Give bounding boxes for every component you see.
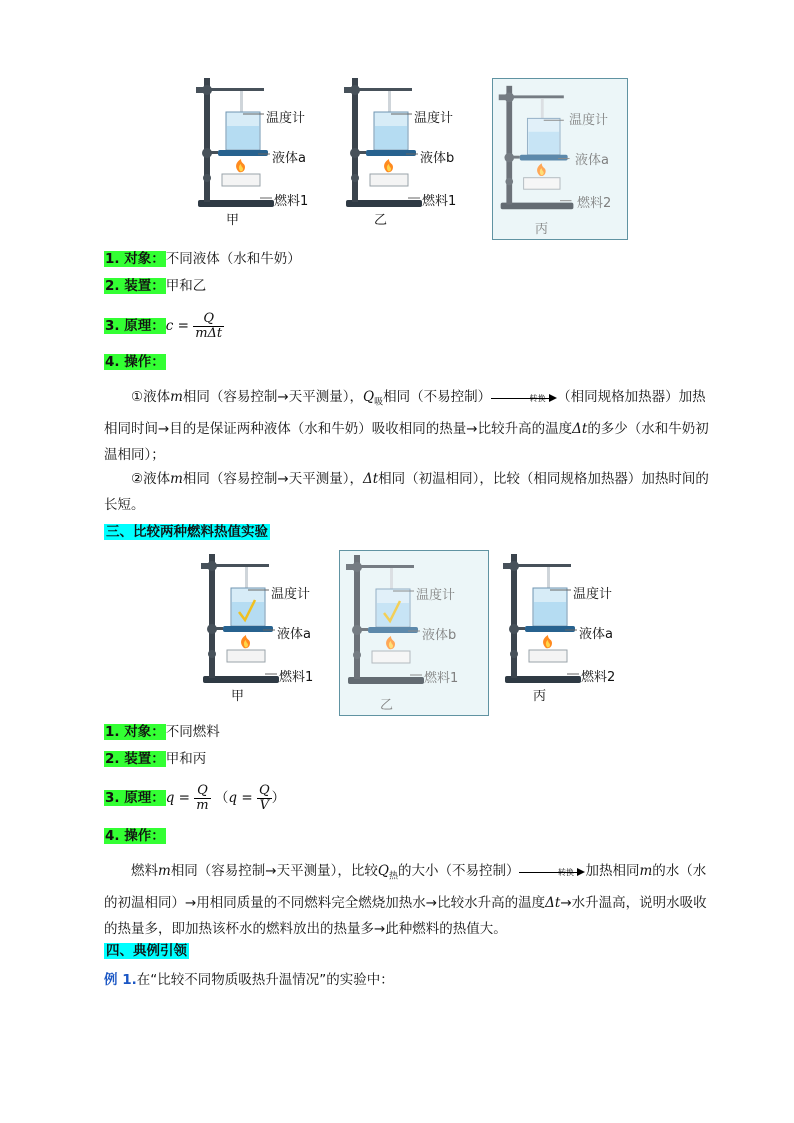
fuel-label: 燃料1 — [422, 194, 457, 209]
apparatus-illustration — [497, 550, 637, 690]
fraction-numerator: Q — [194, 784, 210, 799]
fuel-label: 燃料1 — [424, 671, 459, 686]
fraction-denominator: mΔt — [195, 325, 223, 341]
principle-lhs: c = — [165, 318, 189, 334]
principle-fraction — [193, 312, 224, 341]
paren-close: ） — [271, 790, 286, 806]
subscript: 热 — [388, 871, 398, 882]
text: 相同（容易控制→天平测量）， — [182, 471, 363, 487]
thermometer-label: 温度计 — [573, 587, 613, 602]
fuel-label: 燃料2 — [581, 670, 616, 685]
text: ①液体 — [131, 389, 171, 405]
s1-operation-paragraph-2 — [104, 466, 719, 518]
panel-caption: 丙 — [533, 689, 547, 704]
text: 燃料 — [131, 863, 158, 879]
text: 的大小（不易控制） — [397, 863, 520, 879]
device-text: 甲和乙 — [165, 278, 207, 294]
var-m: m — [639, 863, 653, 879]
device-label: 2. 装置： — [105, 278, 165, 294]
section-3-title: 三、比较两种燃料热值实验 — [106, 524, 268, 540]
thermometer-label: 温度计 — [271, 587, 311, 602]
var-q: Q — [362, 389, 375, 405]
s1-principle-line — [104, 308, 224, 344]
s1-operation-paragraph-1 — [104, 384, 719, 468]
fraction-denominator: V — [259, 797, 269, 813]
example-text: 在“比较不同物质吸热升温情况”的实验中： — [136, 972, 394, 988]
subscript: 吸 — [374, 397, 384, 408]
device-text: 甲和丙 — [165, 751, 207, 767]
apparatus-panel-bing — [497, 550, 637, 710]
thermometer-label: 温度计 — [414, 111, 454, 126]
text: 相同（容易控制→天平测量）， — [182, 389, 363, 405]
s2-device-line — [104, 749, 206, 769]
principle-lhs: q = — [165, 790, 190, 806]
thermometer-label: 温度计 — [416, 588, 456, 603]
s1-object-line — [104, 249, 301, 269]
principle-label: 3. 原理： — [105, 790, 165, 806]
text: 相同（不易控制） — [383, 389, 492, 405]
apparatus-panel-jia — [195, 550, 335, 710]
thermometer-label: 温度计 — [266, 111, 306, 126]
fraction-denominator: m — [196, 797, 209, 813]
liquid-label: 液体a — [272, 151, 306, 166]
var-m: m — [158, 863, 171, 879]
operation-label: 4. 操作： — [105, 828, 165, 844]
s2-operation-paragraph — [104, 858, 719, 942]
s1-device-line — [104, 276, 206, 296]
arrow-label: 转换 — [529, 394, 546, 403]
arrow-label: 转换 — [557, 868, 574, 877]
apparatus-panel-bing — [492, 78, 628, 240]
var-dt: Δt — [572, 420, 588, 437]
object-text: 不同液体（水和牛奶） — [165, 251, 301, 267]
text: ②液体 — [131, 471, 171, 487]
fuel-label: 燃料1 — [274, 194, 309, 209]
figure-2 — [195, 550, 645, 720]
var-dt: Δt — [545, 894, 561, 911]
object-label: 1. 对象： — [105, 251, 165, 267]
s2-object-line — [104, 722, 220, 742]
panel-caption: 甲 — [226, 213, 240, 228]
apparatus-illustration — [340, 551, 480, 691]
example-line — [104, 970, 394, 990]
text: （相同规格加热器）加热相同时间→目的是保证两种液体（水和牛奶）吸收相同的热量→比较升高的温度 — [104, 389, 706, 437]
principle-lhs-alt: q = — [228, 790, 253, 806]
var-q: Q — [377, 863, 389, 879]
section-4-title-line — [104, 941, 189, 961]
conversion-arrow — [491, 390, 557, 404]
thermometer-label: 温度计 — [569, 113, 609, 128]
liquid-label: 液体b — [422, 628, 457, 643]
object-label: 1. 对象： — [105, 724, 165, 740]
fuel-label: 燃料2 — [577, 196, 612, 211]
principle-fraction-mass — [194, 784, 210, 813]
apparatus-illustration — [190, 74, 330, 214]
text: 的水（水的初温相同）→用相同质量的不同燃料完全燃烧加热水→比较水升高的温度 — [104, 863, 707, 911]
panel-caption: 丙 — [535, 222, 549, 237]
s2-principle-line — [104, 780, 285, 816]
principle-label: 3. 原理： — [105, 318, 165, 334]
var-m: m — [170, 471, 183, 487]
liquid-label: 液体a — [575, 153, 609, 168]
example-label: 例 1. — [104, 972, 137, 988]
paren-open: （ — [214, 790, 229, 806]
panel-caption: 甲 — [231, 689, 245, 704]
object-text: 不同燃料 — [165, 724, 220, 740]
text: 相同（初温相同），比较（相同规格加热器）加热时间的长短。 — [104, 471, 709, 513]
fraction-numerator: Q — [193, 312, 224, 327]
liquid-label: 液体a — [579, 627, 613, 642]
principle-fraction-volume — [257, 784, 272, 813]
panel-caption: 乙 — [374, 213, 388, 228]
apparatus-illustration — [338, 74, 478, 214]
fraction-numerator: Q — [258, 782, 270, 798]
apparatus-panel-jia — [190, 74, 330, 234]
fuel-label: 燃料1 — [279, 670, 314, 685]
figure-1 — [190, 74, 640, 244]
section-3-title-line — [104, 522, 270, 542]
apparatus-panel-yi — [339, 550, 489, 716]
conversion-arrow — [519, 864, 585, 878]
text: 相同（容易控制→天平测量），比较 — [170, 863, 378, 879]
var-m: m — [170, 389, 183, 405]
text: 加热相同 — [585, 863, 640, 879]
var-dt: Δt — [362, 471, 379, 487]
text: →水升温高，说明水吸收的热量多，即加热该杯水的燃料放出的热量多→此种燃料的热值大。 — [104, 894, 707, 937]
section-4-title: 四、典例引领 — [106, 943, 187, 959]
apparatus-panel-yi — [338, 74, 478, 234]
s2-operation-line — [104, 826, 166, 846]
operation-label: 4. 操作： — [105, 354, 165, 370]
text: 的多少（水和牛奶初温相同）； — [104, 420, 709, 463]
device-label: 2. 装置： — [105, 751, 165, 767]
apparatus-illustration — [195, 550, 335, 690]
liquid-label: 液体a — [277, 627, 311, 642]
panel-caption: 乙 — [380, 698, 394, 713]
s1-operation-line — [104, 352, 166, 372]
liquid-label: 液体b — [420, 151, 455, 166]
